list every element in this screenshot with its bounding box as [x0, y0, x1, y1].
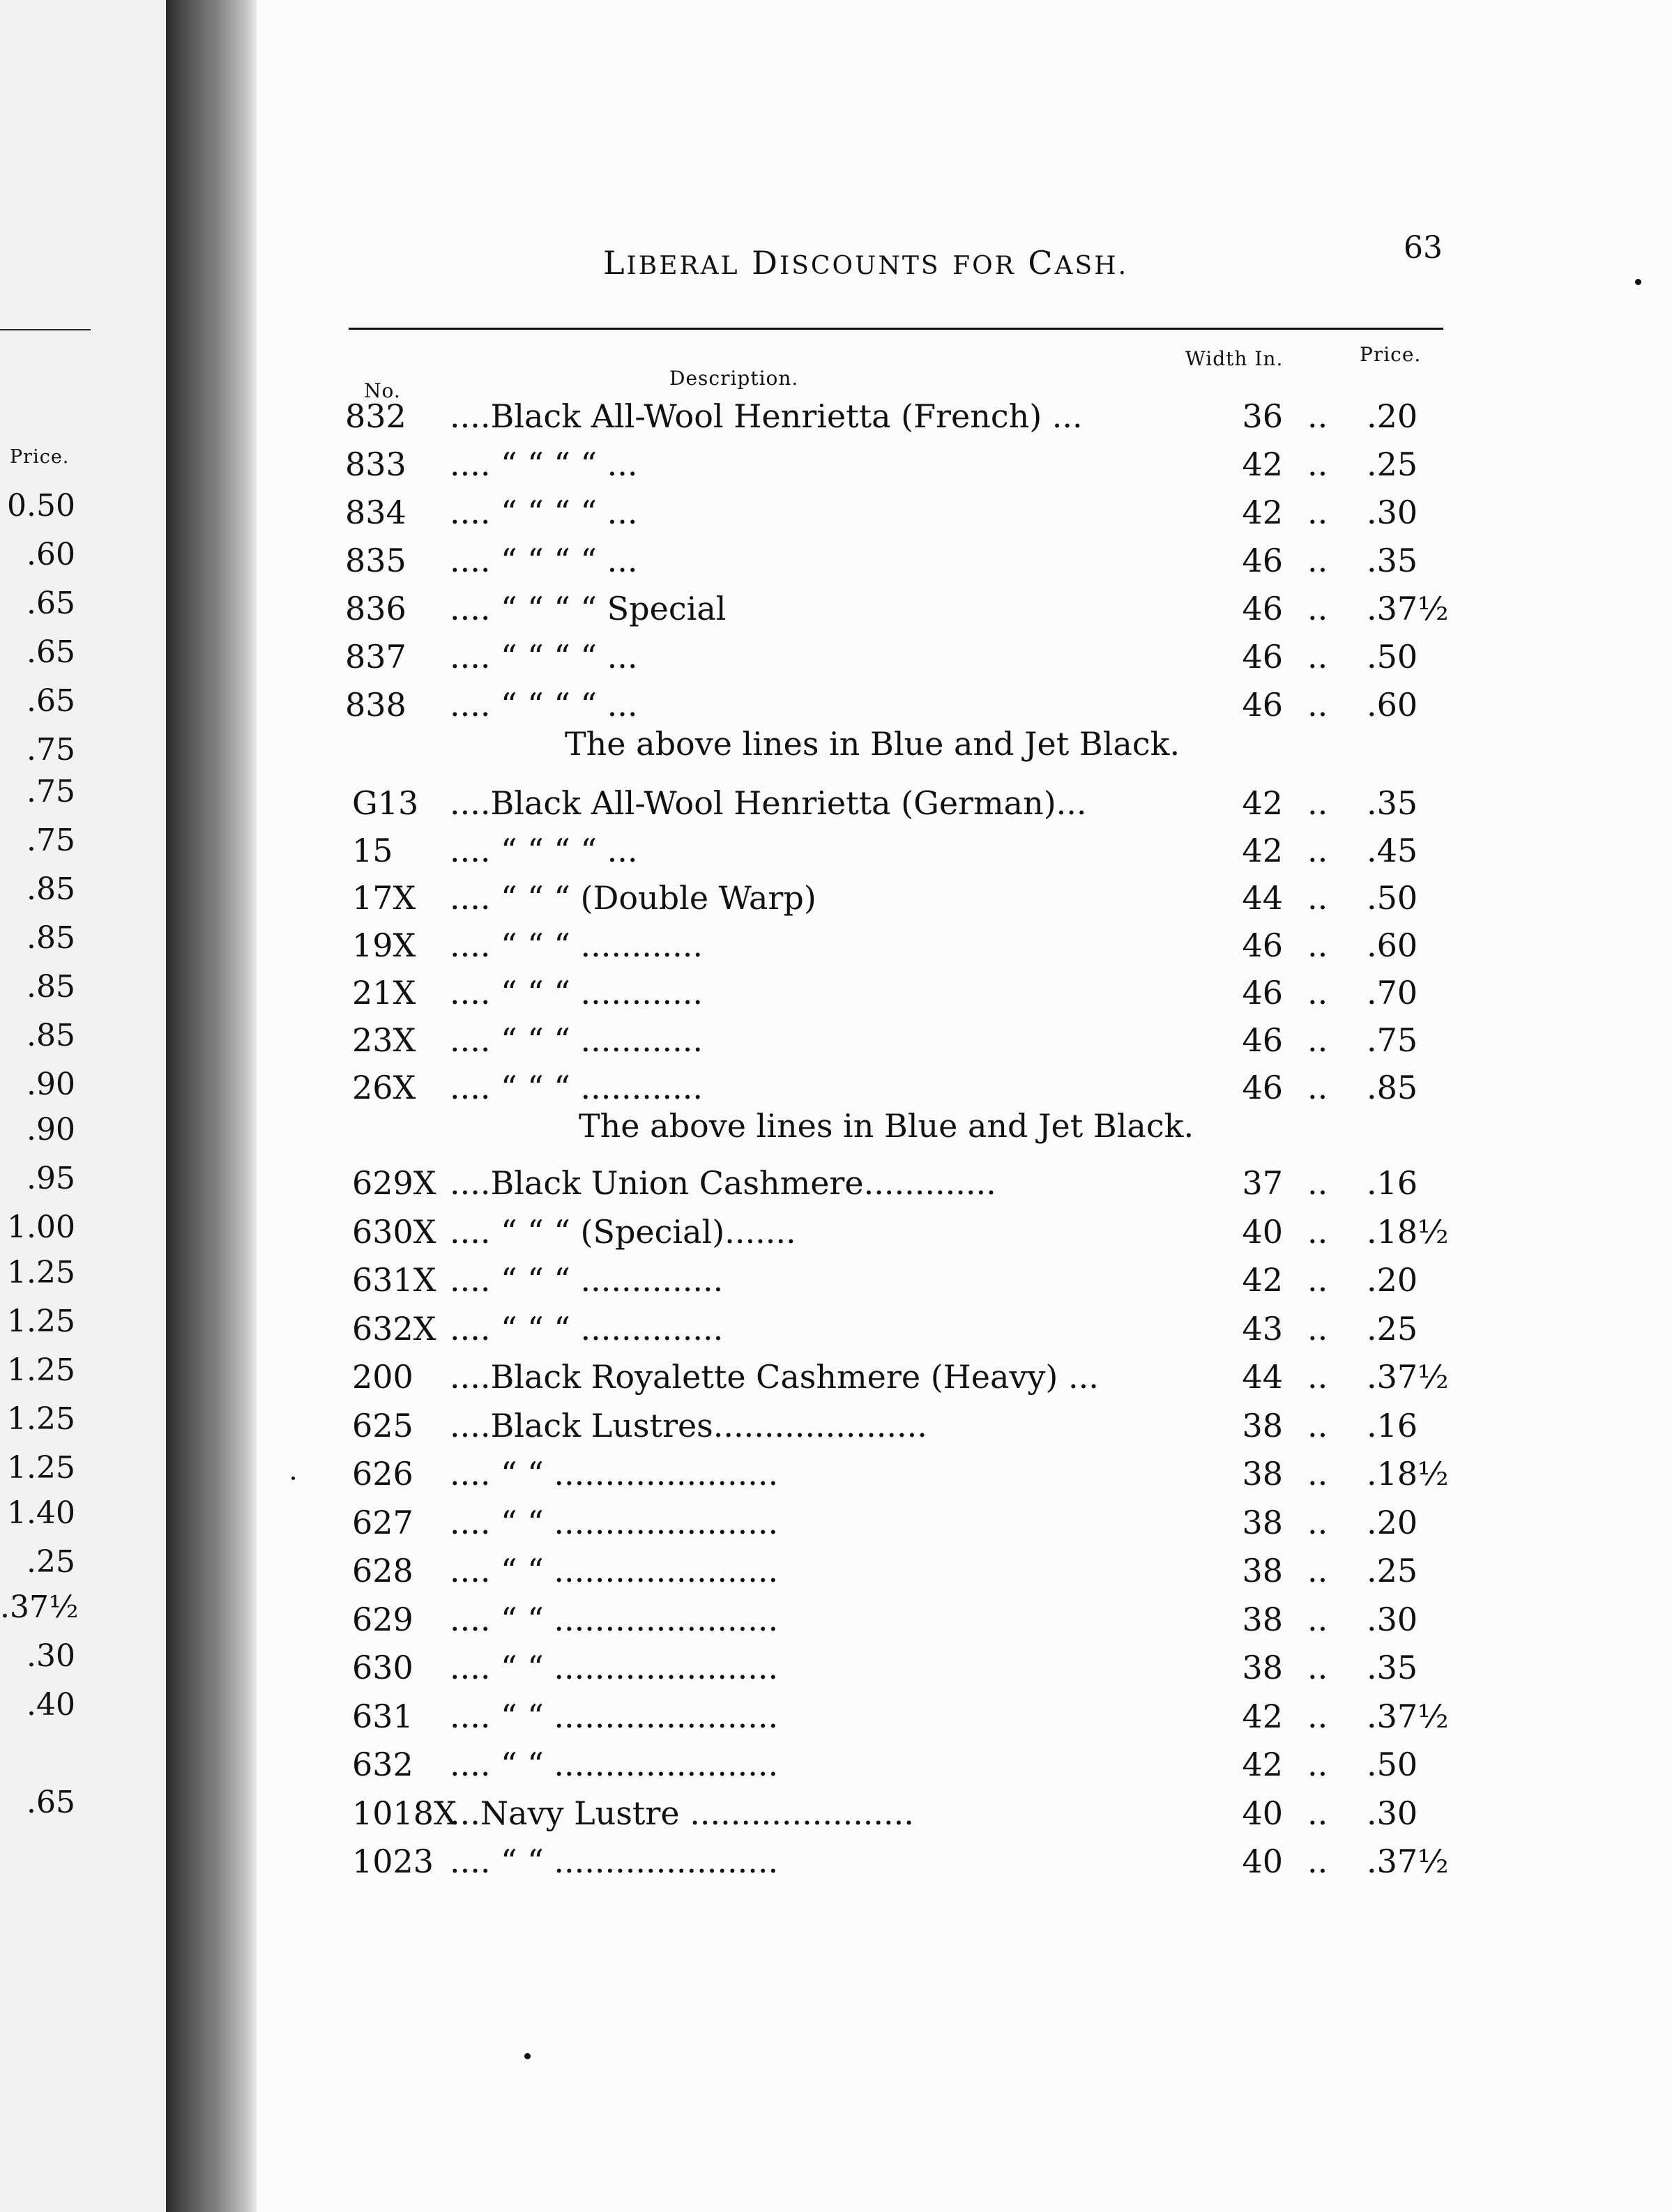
left-price-value: 1.25 — [7, 1304, 75, 1339]
item-number: 629X — [352, 1164, 436, 1202]
item-width: 38 — [1242, 1455, 1283, 1493]
leader-dots: .. — [1307, 1164, 1328, 1202]
item-width: 44 — [1242, 879, 1283, 917]
page-number: 63 — [1404, 230, 1443, 266]
item-description: .... “ “ ...................... — [450, 1843, 779, 1880]
item-description: .... “ “ “ “ ... — [450, 542, 638, 579]
leader-dots: .. — [1307, 1649, 1328, 1686]
item-width: 46 — [1242, 686, 1283, 724]
item-number: 632X — [352, 1310, 436, 1348]
leader-dots: .. — [1307, 638, 1328, 676]
item-number: 19X — [352, 926, 416, 964]
book-gutter — [166, 0, 257, 2212]
item-number: 626 — [352, 1455, 413, 1493]
leader-dots: .. — [1307, 1794, 1328, 1832]
left-price-header: Price. — [10, 446, 70, 468]
item-number: 630X — [352, 1213, 436, 1251]
item-number: G13 — [352, 784, 419, 822]
color-note: The above lines in Blue and Jet Black. — [565, 725, 1180, 763]
item-width: 42 — [1242, 445, 1283, 483]
item-number: 629 — [352, 1601, 413, 1638]
leader-dots: .. — [1307, 1698, 1328, 1735]
item-width: 40 — [1242, 1213, 1283, 1251]
item-price: .70 — [1367, 974, 1418, 1012]
left-price-value: 1.00 — [7, 1210, 75, 1245]
left-price-value: .75 — [26, 823, 75, 858]
left-price-value: 1.25 — [7, 1401, 75, 1437]
column-header-width: Width In. — [1185, 347, 1284, 370]
item-number: 200 — [352, 1358, 413, 1396]
item-description: .... “ “ “ .............. — [450, 1261, 724, 1299]
item-description: ....Black All-Wool Henrietta (German)... — [450, 784, 1087, 822]
item-number: 628 — [352, 1552, 413, 1589]
item-price: .30 — [1367, 1601, 1418, 1638]
item-number: 1023 — [352, 1843, 434, 1880]
item-description: .... “ “ “ “ ... — [450, 832, 638, 869]
leader-dots: .. — [1307, 1358, 1328, 1396]
title-word: ASH. — [1054, 252, 1129, 280]
item-description: .... “ “ ...................... — [450, 1746, 779, 1783]
left-page-rule — [0, 329, 91, 330]
item-description: .... “ “ “ ............ — [450, 1021, 703, 1059]
item-description: .... “ “ “ “ ... — [450, 686, 638, 724]
leader-dots: .. — [1307, 397, 1328, 435]
item-price: .20 — [1367, 1504, 1418, 1541]
speck — [1635, 279, 1641, 285]
item-number: 838 — [345, 686, 406, 724]
item-number: 1018X — [352, 1794, 457, 1832]
item-price: .35 — [1367, 1649, 1418, 1686]
title-letter: L — [603, 244, 627, 282]
item-price: .18½ — [1367, 1455, 1449, 1493]
left-price-value: .85 — [26, 969, 75, 1005]
leader-dots: .. — [1307, 1601, 1328, 1638]
leader-dots: .. — [1307, 1843, 1328, 1880]
left-price-value: .65 — [26, 586, 75, 621]
leader-dots: .. — [1307, 974, 1328, 1012]
item-number: 17X — [352, 879, 416, 917]
left-price-value: .65 — [26, 634, 75, 670]
item-description: ....Black Union Cashmere............. — [450, 1164, 996, 1202]
leader-dots: .. — [1307, 1455, 1328, 1493]
item-width: 46 — [1242, 1021, 1283, 1059]
item-width: 36 — [1242, 397, 1283, 435]
leader-dots: .. — [1307, 1069, 1328, 1106]
item-number: 26X — [352, 1069, 416, 1106]
leader-dots: .. — [1307, 879, 1328, 917]
item-price: .16 — [1367, 1407, 1418, 1444]
item-width: 42 — [1242, 1698, 1283, 1735]
title-word: FOR — [952, 252, 1016, 280]
item-price: .37½ — [1367, 590, 1449, 627]
item-width: 43 — [1242, 1310, 1283, 1348]
leader-dots: .. — [1307, 494, 1328, 531]
title-letter: C — [1028, 244, 1055, 282]
item-width: 37 — [1242, 1164, 1283, 1202]
item-price: .30 — [1367, 1794, 1418, 1832]
column-header-price: Price. — [1360, 343, 1422, 366]
item-number: 837 — [345, 638, 406, 676]
item-width: 46 — [1242, 926, 1283, 964]
left-price-value: .85 — [26, 920, 75, 956]
item-price: .37½ — [1367, 1358, 1449, 1396]
left-price-value: .90 — [26, 1112, 75, 1147]
item-price: .25 — [1367, 1310, 1418, 1348]
item-number: 630 — [352, 1649, 413, 1686]
column-header-no: No. — [364, 379, 401, 402]
item-width: 46 — [1242, 974, 1283, 1012]
leader-dots: .. — [1307, 1021, 1328, 1059]
title-letter: D — [752, 244, 780, 282]
item-price: .60 — [1367, 686, 1418, 724]
speck — [291, 1477, 295, 1480]
title-word: IBERAL — [626, 252, 740, 280]
left-price-value: .95 — [26, 1161, 75, 1196]
item-width: 46 — [1242, 1069, 1283, 1106]
item-width: 38 — [1242, 1407, 1283, 1444]
item-price: .30 — [1367, 494, 1418, 531]
item-description: .... “ “ “ (Special)....... — [450, 1213, 796, 1251]
item-width: 42 — [1242, 494, 1283, 531]
item-number: 832 — [345, 397, 406, 435]
item-number: 834 — [345, 494, 406, 531]
leader-dots: .. — [1307, 686, 1328, 724]
item-price: .37½ — [1367, 1843, 1449, 1880]
item-width: 46 — [1242, 590, 1283, 627]
item-description: .... “ “ “ “ Special — [450, 590, 727, 627]
item-description: .... “ “ ...................... — [450, 1552, 779, 1589]
item-number: 833 — [345, 445, 406, 483]
item-width: 46 — [1242, 638, 1283, 676]
item-price: .35 — [1367, 542, 1418, 579]
item-price: .50 — [1367, 1746, 1418, 1783]
page-title — [603, 244, 1128, 282]
item-description: ....Black All-Wool Henrietta (French) ... — [450, 397, 1083, 435]
item-price: .50 — [1367, 638, 1418, 676]
item-description: .... “ “ “ (Double Warp) — [450, 879, 816, 917]
column-header-description: Description. — [669, 367, 799, 390]
item-description: .... “ “ “ ............ — [450, 926, 703, 964]
item-number: 632 — [352, 1746, 413, 1783]
left-price-value: .37½ — [0, 1589, 79, 1625]
speck — [524, 2053, 531, 2059]
item-description: .... “ “ “ .............. — [450, 1310, 724, 1348]
left-price-value: .75 — [26, 732, 75, 768]
leader-dots: .. — [1307, 1504, 1328, 1541]
item-number: 627 — [352, 1504, 413, 1541]
item-price: .37½ — [1367, 1698, 1449, 1735]
item-description: .... “ “ ...................... — [450, 1504, 779, 1541]
left-price-value: 1.40 — [7, 1495, 75, 1531]
item-width: 38 — [1242, 1552, 1283, 1589]
item-width: 42 — [1242, 1261, 1283, 1299]
leader-dots: .. — [1307, 590, 1328, 627]
item-width: 38 — [1242, 1649, 1283, 1686]
left-price-value: .90 — [26, 1067, 75, 1102]
item-description: .... “ “ ...................... — [450, 1601, 779, 1638]
item-number: 625 — [352, 1407, 413, 1444]
leader-dots: .. — [1307, 832, 1328, 869]
item-width: 38 — [1242, 1504, 1283, 1541]
item-width: 38 — [1242, 1601, 1283, 1638]
item-width: 40 — [1242, 1843, 1283, 1880]
left-price-value: .75 — [26, 774, 75, 809]
left-price-value: .85 — [26, 1018, 75, 1053]
item-price: .25 — [1367, 1552, 1418, 1589]
left-price-value: .85 — [26, 871, 75, 907]
left-price-value: .25 — [26, 1544, 75, 1580]
item-price: .20 — [1367, 397, 1418, 435]
left-price-value: 1.25 — [7, 1450, 75, 1486]
left-price-value: 1.25 — [7, 1352, 75, 1388]
leader-dots: .. — [1307, 1213, 1328, 1251]
item-price: .50 — [1367, 879, 1418, 917]
item-description: ....Black Royalette Cashmere (Heavy) ... — [450, 1358, 1099, 1396]
leader-dots: .. — [1307, 1261, 1328, 1299]
left-price-value: 1.25 — [7, 1255, 75, 1290]
item-width: 46 — [1242, 542, 1283, 579]
item-description: .... “ “ “ “ ... — [450, 494, 638, 531]
item-number: 631 — [352, 1698, 413, 1735]
leader-dots: .. — [1307, 542, 1328, 579]
item-price: .16 — [1367, 1164, 1418, 1202]
item-number: 23X — [352, 1021, 416, 1059]
item-number: 21X — [352, 974, 416, 1012]
color-note: The above lines in Blue and Jet Black. — [579, 1107, 1194, 1145]
item-number: 15 — [352, 832, 393, 869]
item-width: 44 — [1242, 1358, 1283, 1396]
leader-dots: .. — [1307, 445, 1328, 483]
item-width: 42 — [1242, 832, 1283, 869]
item-description: .... “ “ ...................... — [450, 1649, 779, 1686]
leader-dots: .. — [1307, 1746, 1328, 1783]
header-rule — [349, 328, 1443, 330]
item-description: .... “ “ “ ............ — [450, 1069, 703, 1106]
title-word: ISCOUNTS — [780, 252, 941, 280]
item-width: 42 — [1242, 1746, 1283, 1783]
item-price: .20 — [1367, 1261, 1418, 1299]
item-width: 42 — [1242, 784, 1283, 822]
item-description: .... “ “ ...................... — [450, 1455, 779, 1493]
item-description: .... “ “ “ “ ... — [450, 445, 638, 483]
item-description: .... “ “ “ “ ... — [450, 638, 638, 676]
leader-dots: .. — [1307, 1310, 1328, 1348]
item-width: 40 — [1242, 1794, 1283, 1832]
left-price-value: .40 — [26, 1687, 75, 1723]
item-price: .35 — [1367, 784, 1418, 822]
item-description: .... “ “ “ ............ — [450, 974, 703, 1012]
item-description: ....Black Lustres..................... — [450, 1407, 927, 1444]
item-description: ...Navy Lustre ...................... — [450, 1794, 914, 1832]
item-number: 835 — [345, 542, 406, 579]
item-price: .25 — [1367, 445, 1418, 483]
left-page — [0, 0, 166, 2212]
item-number: 631X — [352, 1261, 436, 1299]
left-price-value: .65 — [26, 683, 75, 719]
leader-dots: .. — [1307, 926, 1328, 964]
left-price-value: 0.50 — [7, 488, 75, 524]
left-price-value: .65 — [26, 1785, 75, 1820]
left-price-value: .30 — [26, 1638, 75, 1674]
left-price-value: .60 — [26, 537, 75, 572]
item-price: .85 — [1367, 1069, 1418, 1106]
item-number: 836 — [345, 590, 406, 627]
leader-dots: .. — [1307, 784, 1328, 822]
item-description: .... “ “ ...................... — [450, 1698, 779, 1735]
leader-dots: .. — [1307, 1407, 1328, 1444]
item-price: .18½ — [1367, 1213, 1449, 1251]
leader-dots: .. — [1307, 1552, 1328, 1589]
item-price: .75 — [1367, 1021, 1418, 1059]
item-price: .60 — [1367, 926, 1418, 964]
item-price: .45 — [1367, 832, 1418, 869]
